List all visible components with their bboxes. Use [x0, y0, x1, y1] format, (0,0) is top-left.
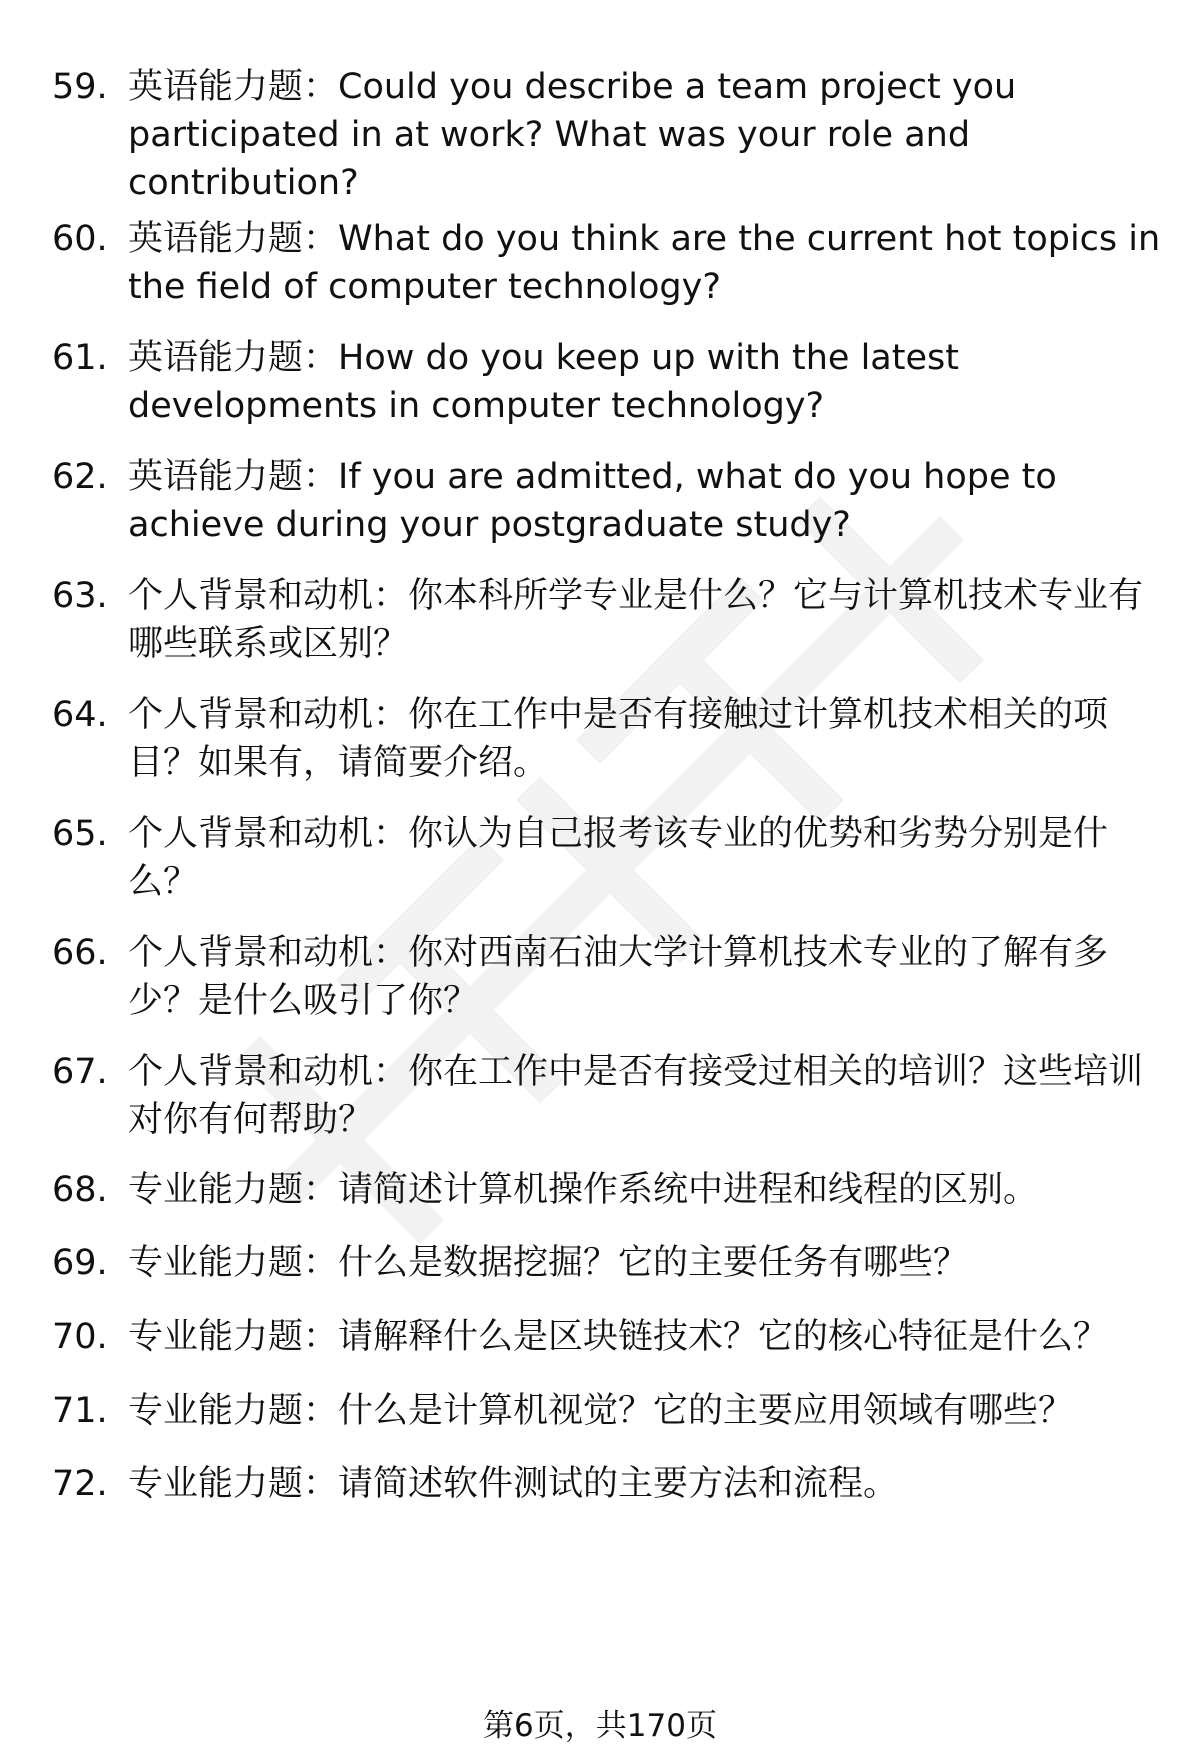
- question-number: 64.: [52, 695, 108, 735]
- question-number: 68.: [52, 1170, 108, 1210]
- question-text: 个人背景和动机：你认为自己报考该专业的优势和劣势分别是什么？: [128, 814, 1109, 902]
- question-number: 60.: [52, 219, 108, 259]
- question-number: 66.: [52, 933, 108, 973]
- page-footer: 第6页，共170页: [483, 1708, 717, 1744]
- question-text: 个人背景和动机：你在工作中是否有接触过计算机技术相关的项目？如果有，请简要介绍。: [128, 695, 1109, 783]
- question-number: 67.: [52, 1052, 108, 1092]
- question-text: 个人背景和动机：你本科所学专业是什么？它与计算机技术专业有哪些联系或区别？: [128, 576, 1144, 664]
- question-text: 专业能力题：请简述软件测试的主要方法和流程。: [128, 1464, 899, 1504]
- question-number: 63.: [52, 576, 108, 616]
- question-number: 59.: [52, 67, 108, 107]
- question-text: 个人背景和动机：你对西南石油大学计算机技术专业的了解有多少？是什么吸引了你？: [128, 933, 1109, 1021]
- question-number: 71.: [52, 1391, 108, 1431]
- question-number: 70.: [52, 1317, 108, 1357]
- question-item-67: [52, 1048, 1162, 1144]
- question-text: 个人背景和动机：你在工作中是否有接受过相关的培训？这些培训对你有何帮助？: [128, 1052, 1144, 1140]
- question-item-61: [52, 334, 1162, 430]
- question-item-64: [52, 691, 1162, 787]
- question-text: 专业能力题：请简述计算机操作系统中进程和线程的区别。: [128, 1170, 1039, 1210]
- question-item-72: [52, 1460, 1162, 1508]
- question-number: 72.: [52, 1464, 108, 1504]
- question-text: 专业能力题：什么是数据挖掘？它的主要任务有哪些？: [128, 1243, 969, 1283]
- question-item-62: [52, 453, 1162, 549]
- question-item-63: [52, 572, 1162, 668]
- question-item-71: [52, 1387, 1162, 1435]
- question-item-70: [52, 1313, 1162, 1361]
- question-item-65: [52, 810, 1162, 906]
- question-number: 61.: [52, 338, 108, 378]
- question-text: 专业能力题：什么是计算机视觉？它的主要应用领域有哪些？: [128, 1391, 1074, 1431]
- question-item-68: [52, 1166, 1162, 1214]
- question-item-66: [52, 929, 1162, 1025]
- question-item-69: [52, 1239, 1162, 1287]
- question-text: 英语能力题：What do you think are the current hot topics in the field of computer technology?: [128, 219, 1161, 307]
- question-number: 69.: [52, 1243, 108, 1283]
- question-item-59: [52, 63, 1162, 207]
- question-text: 英语能力题：Could you describe a team project you participated in at work? What was your role and contribution?: [128, 67, 1017, 203]
- question-number: 65.: [52, 814, 108, 854]
- question-text: 英语能力题：How do you keep up with the latest developments in computer technology?: [128, 338, 959, 426]
- question-text: 英语能力题：If you are admitted, what do you hope to achieve during your postgraduate study?: [128, 457, 1057, 545]
- question-text: 专业能力题：请解释什么是区块链技术？它的核心特征是什么？: [128, 1317, 1109, 1357]
- question-number: 62.: [52, 457, 108, 497]
- question-item-60: [52, 215, 1162, 311]
